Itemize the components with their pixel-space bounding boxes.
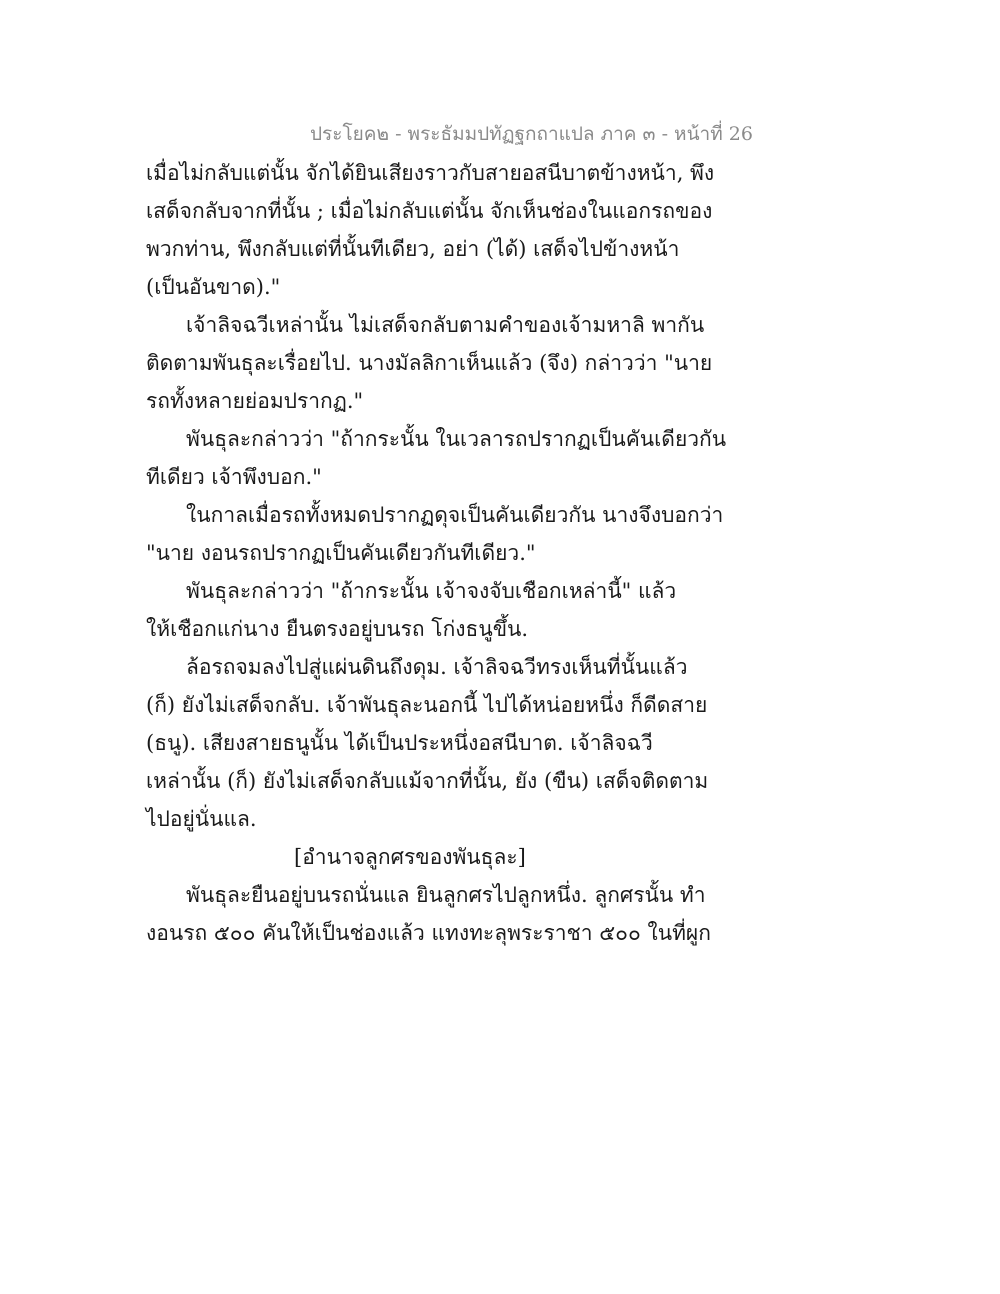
text-line: เมื่อไม่กลับแต่นั้น จักได้ยินเสียงราวกับสายอสนีบาตข้างหน้า, พึง <box>146 161 715 185</box>
text-line: ทีเดียว เจ้าพึงบอก." <box>146 465 322 489</box>
paragraph-start-line: ล้อรถจมลงไปสู่แผ่นดินถึงดุม. เจ้าลิจฉวีทรงเห็นที่นั้นแล้ว <box>186 655 688 679</box>
text-line: (ธนู). เสียงสายธนูนั้น ได้เป็นประหนึ่งอสนีบาต. เจ้าลิจฉวี <box>146 731 653 755</box>
paragraph-start-line: เจ้าลิจฉวีเหล่านั้น ไม่เสด็จกลับตามคำของเจ้ามหาลิ พากัน <box>186 313 705 337</box>
text-line: เสด็จกลับจากที่นั้น ; เมื่อไม่กลับแต่นั้น จักเห็นช่องในแอกรถของ <box>146 199 713 223</box>
section-heading: [อำนาจลูกศรของพันธุละ] <box>294 845 526 869</box>
running-header: ประโยค๒ - พระธัมมปทัฏฐกถาแปล ภาค ๓ - หน้าที่ 26 <box>310 123 753 145</box>
text-line: ให้เชือกแก่นาง ยืนตรงอยู่บนรถ โก่งธนูขึ้น. <box>146 617 529 641</box>
text-line: ติดตามพันธุละเรื่อยไป. นางมัลลิกาเห็นแล้ว (จึง) กล่าวว่า "นาย <box>146 351 713 375</box>
text-line: "นาย งอนรถปรากฏเป็นคันเดียวกันทีเดียว." <box>146 541 536 565</box>
text-line: (เป็นอันขาด)." <box>146 275 281 299</box>
text-line: รถทั้งหลายย่อมปรากฏ." <box>146 389 364 413</box>
text-line: งอนรถ ๕๐๐ คันให้เป็นช่องแล้ว แทงทะลุพระราชา ๕๐๐ ในที่ผูก <box>146 921 711 945</box>
paragraph-start-line: พันธุละยืนอยู่บนรถนั่นแล ยินลูกศรไปลูกหนึ่ง. ลูกศรนั้น ทำ <box>186 883 706 907</box>
text-line: (ก็) ยังไม่เสด็จกลับ. เจ้าพันธุละนอกนี้ ไปได้หน่อยหนึ่ง ก็ดีดสาย <box>146 693 708 717</box>
paragraph-start-line: ในกาลเมื่อรถทั้งหมดปรากฏดุจเป็นคันเดียวกัน นางจึงบอกว่า <box>186 503 724 527</box>
text-line: ไปอยู่นั่นแล. <box>146 807 257 831</box>
paragraph-start-line: พันธุละกล่าวว่า "ถ้ากระนั้น ในเวลารถปรากฏเป็นคันเดียวกัน <box>186 427 727 451</box>
text-line: เหล่านั้น (ก็) ยังไม่เสด็จกลับแม้จากที่นั้น, ยัง (ขืน) เสด็จติดตาม <box>146 769 709 793</box>
text-line: พวกท่าน, พึงกลับแต่ที่นั้นทีเดียว, อย่า (ได้) เสด็จไปข้างหน้า <box>146 237 680 261</box>
body-text <box>146 154 727 952</box>
paragraph-start-line: พันธุละกล่าวว่า "ถ้ากระนั้น เจ้าจงจับเชือกเหล่านี้" แล้ว <box>186 579 677 603</box>
